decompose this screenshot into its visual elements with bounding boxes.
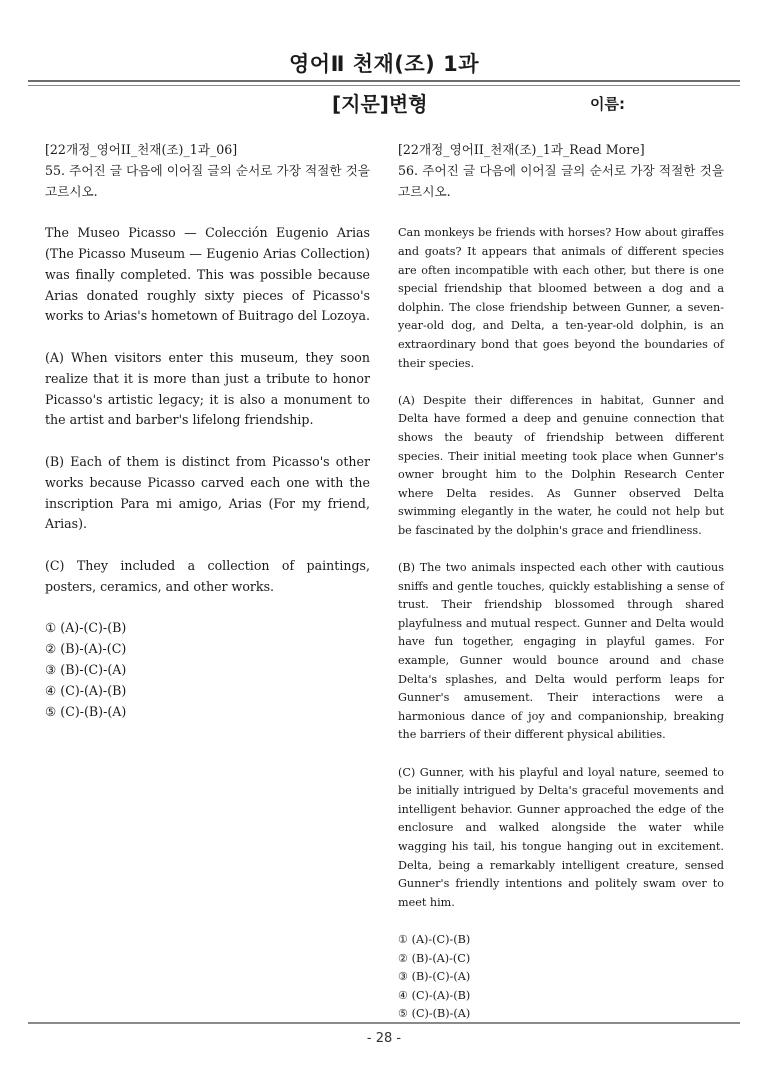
answer-choice[interactable]: ② (B)-(A)-(C) xyxy=(45,641,127,657)
passage-paragraph-a: (A) When visitors enter this museum, they soon realize that it is more than just a tribute to honor Picasso's artistic legacy; it is also a monument to the artist and barber's lifelong friendship. xyxy=(45,349,370,428)
passage-paragraph-b: (B) The two animals inspected each other with cautious sniffs and gentle touches, quickly establishing a sense of trust. Their friendship blossomed through shared playfulness and mutual respect. Gunner and Delta would have fun together, engaging in playful games. For example, Gunner would bounce around and chase Delta's splashes, and Delta would perform leaps for Gunner's amusement. Their interactions were a harmonious dance of joy and companionship, breaking the barriers of their different physical abilities. xyxy=(398,561,724,742)
question-source-tag: [22개정_영어II_천재(조)_1과_Read More] xyxy=(398,142,645,157)
passage-paragraph-c: (C) Gunner, with his playful and loyal nature, seemed to be initially intrigued by Delta's graceful movements and intelligent behavior. Gunner approached the edge of the enclosure and walked alongside the water while wagging his tail, his tongue hanging out in excitement. Delta, being a remarkably intelligent creature, sensed Gunner's friendly intentions and politely swam over to meet him. xyxy=(398,765,724,909)
passage-paragraph-c: (C) They included a collection of paintings, posters, ceramics, and other works. xyxy=(45,557,370,594)
left-question-column xyxy=(45,140,370,722)
answer-choice[interactable]: ③ (B)-(C)-(A) xyxy=(398,970,471,984)
answer-choice[interactable]: ⑤ (C)-(B)-(A) xyxy=(45,703,127,719)
answer-choices xyxy=(45,618,370,722)
answer-choice[interactable]: ④ (C)-(A)-(B) xyxy=(45,682,127,698)
footer-rule xyxy=(28,1022,740,1024)
worksheet-subtitle: [지문]변형 xyxy=(332,92,428,116)
question-prompt: 55. 주어진 글 다음에 이어질 글의 순서로 가장 적절한 것을 고르시오. xyxy=(45,162,370,199)
page-title: 영어Ⅱ 천재(조) 1과 xyxy=(289,52,479,76)
page-number: - 28 - xyxy=(366,1031,402,1046)
passage-paragraph-a: (A) Despite their differences in habitat, Gunner and Delta have formed a deep and genuine connection that shows the beauty of friendship between different species. Their initial meeting took place when Gunner's owner brought him to the Dolphin Research Center where Delta resides. As Gunner observed Delta swimming elegantly in the water, he could not help but be fascinated by the dolphin's grace and friendliness. xyxy=(398,393,724,537)
right-question-column xyxy=(398,140,724,1024)
passage-intro: The Museo Picasso — Colección Eugenio Arias (The Picasso Museum — Eugenio Arias Collection) was finally completed. This was possible because Arias donated roughly sixty pieces of Picasso's works to Arias's hometown of Buitrago del Lozoya. xyxy=(45,225,371,324)
question-prompt: 56. 주어진 글 다음에 이어질 글의 순서로 가장 적절한 것을 고르시오. xyxy=(398,162,724,199)
answer-choice[interactable]: ① (A)-(C)-(B) xyxy=(45,620,127,636)
name-label: 이름: xyxy=(590,95,625,113)
answer-choice[interactable]: ② (B)-(A)-(C) xyxy=(398,951,471,965)
question-source-tag: [22개정_영어II_천재(조)_1과_06] xyxy=(45,142,238,157)
header-rule-thin xyxy=(28,85,740,86)
passage-paragraph-b: (B) Each of them is distinct from Picasso's other works because Picasso carved each one with the inscription Para mi amigo, Arias (For my friend, Arias). xyxy=(45,453,370,532)
answer-choices xyxy=(398,931,724,1024)
header-rule-thick xyxy=(28,80,740,82)
passage-intro: Can monkeys be friends with horses? How about giraffes and goats? It appears that animals of different species are often incompatible with each other, but there is one special friendship that bloomed between a dog and a dolphin. The close friendship between Gunner, a seven-year-old dog, and Delta, a ten-year-old dolphin, is an extraordinary bond that goes beyond the boundaries of their species. xyxy=(398,226,724,370)
answer-choice[interactable]: ④ (C)-(A)-(B) xyxy=(398,988,471,1002)
answer-choice[interactable]: ③ (B)-(C)-(A) xyxy=(45,661,127,677)
answer-choice[interactable]: ⑤ (C)-(B)-(A) xyxy=(398,1007,471,1021)
answer-choice[interactable]: ① (A)-(C)-(B) xyxy=(398,932,471,946)
